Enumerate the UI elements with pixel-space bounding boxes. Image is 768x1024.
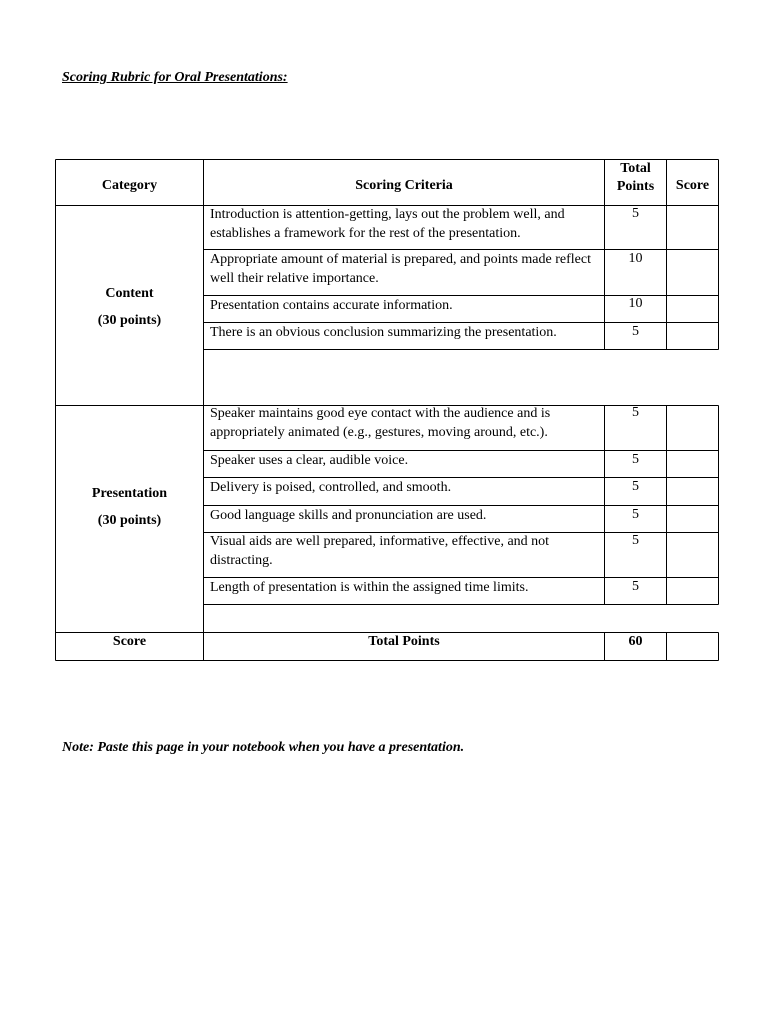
criteria-row: Speaker uses a clear, audible voice. <box>210 453 409 468</box>
criteria-row: Delivery is poised, controlled, and smooth. <box>210 480 452 495</box>
criteria-row: Good language skills and pronunciation are used. <box>210 508 487 523</box>
criteria-row: Speaker maintains good eye contact with the audience and is appropriately animated (e.g., gestures, moving around, etc.). <box>210 406 551 440</box>
footer-total-points-label: Total Points <box>368 634 440 649</box>
criteria-row: Introduction is attention-getting, lays out the problem well, and establishes a framework for the rest of the presentation. <box>210 207 565 241</box>
points-value: 5 <box>632 479 639 494</box>
points-value: 5 <box>632 533 639 548</box>
header-score: Score <box>675 178 710 193</box>
points-value: 10 <box>628 296 643 311</box>
footnote: Note: Paste this page in your notebook when you have a presentation. <box>62 740 465 755</box>
criteria-row: Visual aids are well prepared, informative, effective, and not distracting. <box>210 534 550 568</box>
points-value: 5 <box>632 579 639 594</box>
page-title: Scoring Rubric for Oral Presentations: <box>62 70 288 85</box>
criteria-row: Appropriate amount of material is prepared, and points made reflect well their relative importance. <box>210 252 591 286</box>
header-scoring-criteria: Scoring Criteria <box>355 178 453 193</box>
criteria-row: Presentation contains accurate information. <box>210 298 453 313</box>
points-value: 10 <box>628 251 643 266</box>
footer-score-label: Score <box>112 634 147 649</box>
points-value: 5 <box>632 206 639 221</box>
points-value: 5 <box>632 452 639 467</box>
header-category: Category <box>101 178 158 193</box>
category-content-points: (30 points) <box>97 313 162 328</box>
criteria-row: Length of presentation is within the assigned time limits. <box>210 580 529 595</box>
points-value: 5 <box>632 405 639 420</box>
points-value: 5 <box>632 324 639 339</box>
points-value: 5 <box>632 507 639 522</box>
category-content: Content <box>105 286 154 301</box>
category-presentation-points: (30 points) <box>97 513 162 528</box>
category-presentation: Presentation <box>91 486 168 501</box>
criteria-row: There is an obvious conclusion summarizing the presentation. <box>210 325 557 340</box>
footer-total-points-value: 60 <box>628 634 643 649</box>
header-total-points: Total Points <box>616 161 655 194</box>
